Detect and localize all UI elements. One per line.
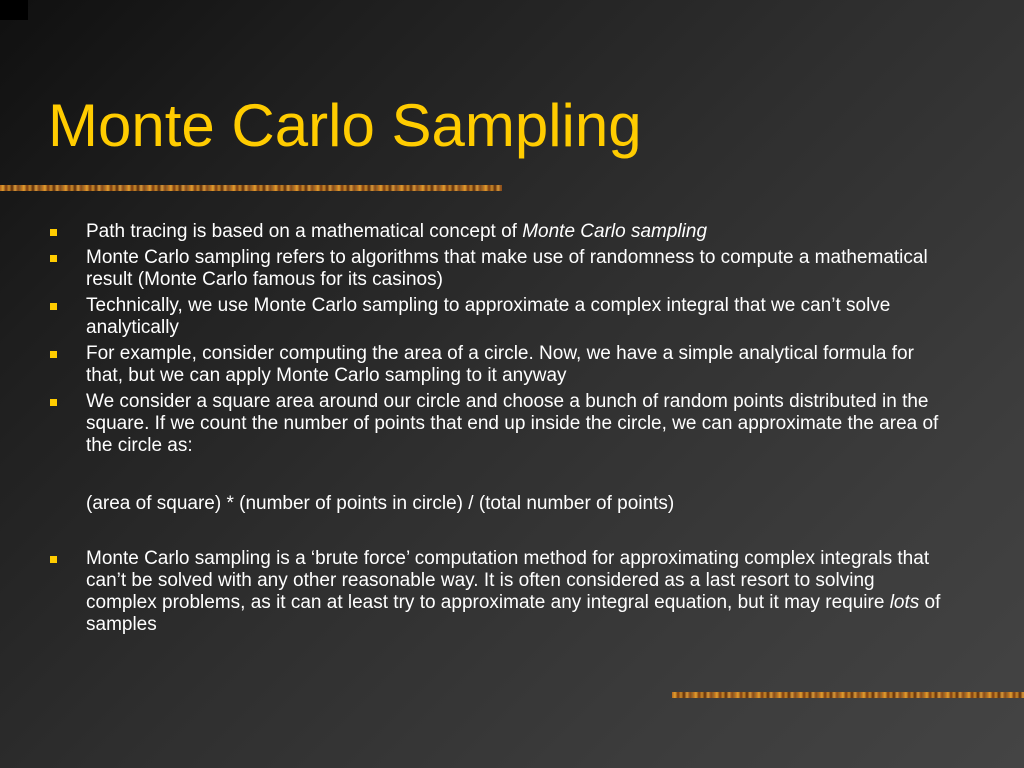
bullet-item bbox=[48, 343, 948, 387]
bullet-item bbox=[48, 221, 948, 243]
slide-title: Monte Carlo Sampling bbox=[48, 92, 642, 159]
bullet-square-icon bbox=[50, 351, 57, 358]
bullet-text: Monte Carlo sampling refers to algorithms that make use of randomness to compute a mathematical result (Monte Carlo famous for its casinos) bbox=[86, 247, 928, 290]
bullet-square-icon bbox=[50, 556, 57, 563]
bullet-text: Monte Carlo sampling is a ‘brute force’ computation method for approximating complex integrals that can’t be solved with any other reasonable way. It is often considered as a last resort to solving complex problems, as it can at least try to approximate any integral equation, but it may require bbox=[86, 548, 930, 613]
bullet-text-after: of samples bbox=[86, 592, 941, 635]
bullet-item bbox=[48, 295, 948, 339]
bullet-item bbox=[48, 391, 948, 457]
bullet-text: For example, consider computing the area of a circle. Now, we have a simple analytical formula for that, but we can apply Monte Carlo sampling to it anyway bbox=[86, 343, 914, 386]
bullet-list-continued bbox=[48, 548, 948, 640]
bullet-square-icon bbox=[50, 255, 57, 262]
corner-mark bbox=[0, 0, 28, 20]
bullet-text: Technically, we use Monte Carlo sampling to approximate a complex integral that we can’t solve analytically bbox=[86, 295, 891, 338]
bullet-list bbox=[48, 221, 948, 461]
bullet-square-icon bbox=[50, 399, 57, 406]
bullet-emphasis: Monte Carlo sampling bbox=[522, 221, 708, 242]
bullet-item bbox=[48, 247, 948, 291]
decorative-rule-top bbox=[0, 185, 502, 191]
bullet-text: We consider a square area around our circle and choose a bunch of random points distributed in the square. If we count the number of points that end up inside the circle, we can approximate the area of the circle as: bbox=[86, 391, 939, 456]
bullet-square-icon bbox=[50, 303, 57, 310]
bullet-item bbox=[48, 548, 948, 636]
formula-text: (area of square) * (number of points in circle) / (total number of points) bbox=[86, 493, 675, 514]
decorative-rule-bottom bbox=[672, 692, 1024, 698]
bullet-square-icon bbox=[50, 229, 57, 236]
bullet-emphasis: lots bbox=[889, 592, 920, 613]
bullet-text: Path tracing is based on a mathematical concept of bbox=[86, 221, 523, 242]
